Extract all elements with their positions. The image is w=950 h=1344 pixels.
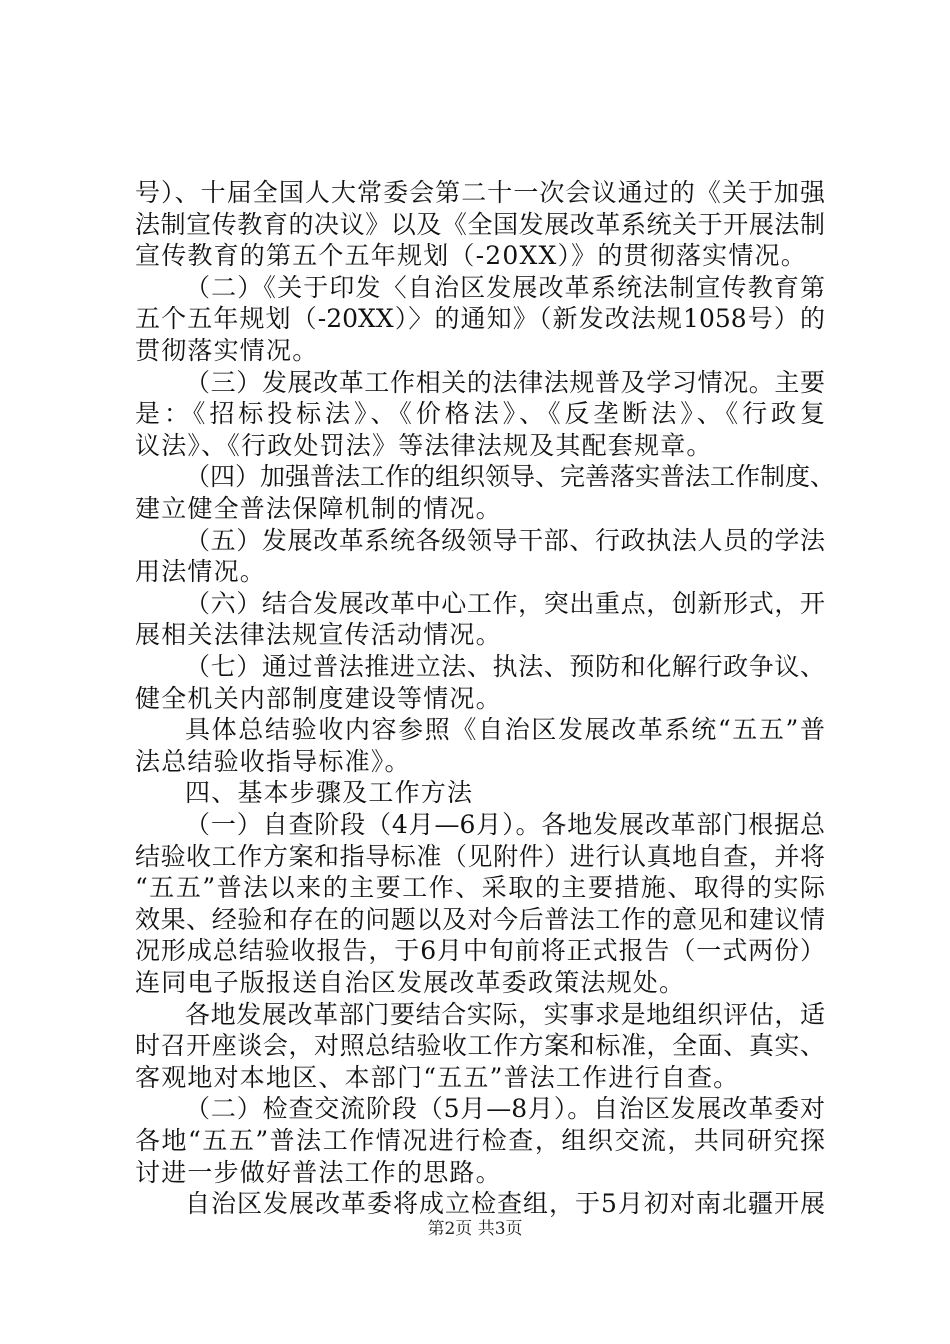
- text-line: 宣传教育的第五个五年规划（-20XX）》的贯彻落实情况。: [135, 241, 807, 271]
- text-line: 四、基本步骤及工作方法: [185, 778, 474, 808]
- text-line: 展相关法律法规宣传活动情况。: [135, 620, 502, 650]
- text-line: （七）通过普法推进立法、执法、预防和化解行政争议、: [185, 652, 825, 681]
- text-line: （三）发展改革工作相关的法律法规普及学习情况。主要: [185, 367, 825, 397]
- page-footer: 第2页 共3页: [427, 1219, 523, 1239]
- text-line: 时召开座谈会，对照总结验收工作方案和标准，全面、真实、: [135, 1031, 825, 1061]
- text-line: 效果、经验和存在的问题以及对今后普法工作的意见和建议情: [135, 904, 825, 934]
- text-line: 建立健全普法保障机制的情况。: [135, 494, 502, 523]
- text-line: 客观地对本地区、本部门“五五”普法工作进行自查。: [135, 1062, 740, 1092]
- text-line: 各地发展改革部门要结合实际，实事求是地组织评估，适: [185, 999, 825, 1029]
- text-line: 况形成总结验收报告，于6月中旬前将正式报告（一式两份）: [135, 936, 825, 966]
- text-line: 号）、十届全国人大常委会第二十一次会议通过的《关于加强: [135, 178, 825, 207]
- text-line: （四）加强普法工作的组织领导、完善落实普法工作制度、: [185, 462, 836, 492]
- text-line: 五个五年规划（-20XX）〉的通知》（新发改法规1058号）的: [135, 304, 825, 334]
- text-line: （一）自查阶段（4月—6月）。各地发展改革部门根据总: [185, 810, 825, 839]
- text-line: 讨进一步做好普法工作的思路。: [135, 1157, 502, 1187]
- text-line: （二）检查交流阶段（5月—8月）。自治区发展改革委对: [185, 1094, 825, 1124]
- text-line: 结验收工作方案和指导标准（见附件）进行认真地自查，并将: [135, 841, 825, 871]
- text-line: 是：《招标投标法》、《价格法》、《反垄断法》、《行政复: [135, 399, 825, 429]
- text-line: 用法情况。: [135, 557, 267, 587]
- text-line: 议法》、《行政处罚法》等法律法规及其配套规章。: [135, 430, 713, 460]
- text-line: （五）发展改革系统各级领导干部、行政执法人员的学法: [185, 525, 825, 555]
- text-line: （二）《关于印发〈自治区发展改革系统法制宣传教育第: [185, 272, 825, 302]
- text-line: 连同电子版报送自治区发展改革委政策法规处。: [135, 968, 686, 997]
- text-line: 法制宣传教育的决议》以及《全国发展改革系统关于开展法制: [135, 209, 825, 239]
- text-line: 各地“五五”普法工作情况进行检查，组织交流，共同研究探: [135, 1126, 825, 1155]
- text-line: 自治区发展改革委将成立检查组，于5月初对南北疆开展: [185, 1189, 825, 1219]
- text-line: 贯彻落实情况。: [135, 336, 319, 365]
- text-line: “五五”普法以来的主要工作、采取的主要措施、取得的实际: [135, 873, 825, 903]
- text-line: 法总结验收指导标准》。: [135, 746, 411, 776]
- text-line: （六）结合发展改革中心工作，突出重点，创新形式，开: [185, 588, 825, 618]
- text-line: 具体总结验收内容参照《自治区发展改革系统“五五”普: [185, 715, 825, 745]
- text-line: 健全机关内部制度建设等情况。: [135, 683, 502, 713]
